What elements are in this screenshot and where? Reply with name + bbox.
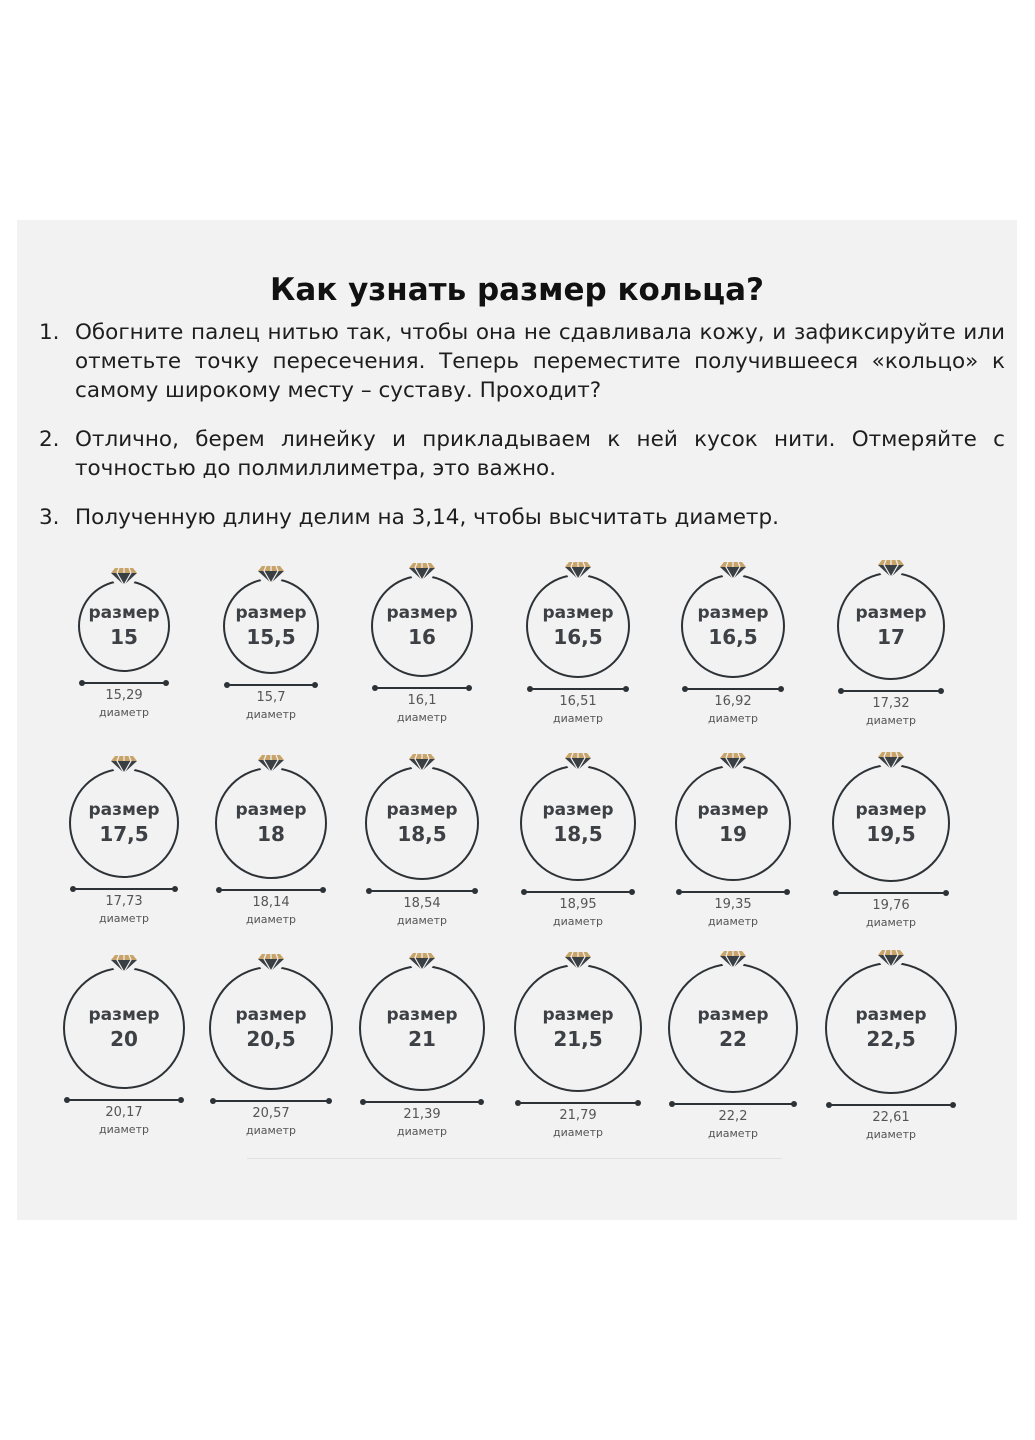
diameter-ruler: [213, 1100, 329, 1102]
ring-label: [373, 602, 471, 650]
diameter-label: диаметр: [397, 711, 447, 724]
diamond-icon: [718, 556, 748, 580]
diameter-label: диаметр: [553, 1126, 603, 1139]
diamond-icon: [718, 747, 748, 771]
size-word: размер: [88, 603, 160, 623]
ring-circle: [359, 965, 485, 1091]
diameter-value: 15,7: [256, 690, 286, 705]
ring-label: [839, 602, 943, 650]
size-word: размер: [855, 800, 927, 820]
divider: [247, 1158, 782, 1159]
size-word: размер: [88, 800, 160, 820]
diameter-ruler: [363, 1101, 481, 1103]
size-value: 19: [719, 822, 747, 846]
diameter-value: 16,51: [559, 694, 597, 709]
size-word: размер: [386, 800, 458, 820]
diamond-icon: [109, 750, 139, 774]
diameter-label: диаметр: [553, 712, 603, 725]
diamond-icon: [563, 556, 593, 580]
diameter-ruler: [836, 892, 946, 894]
ring-label: [225, 602, 317, 650]
ring-label: [528, 602, 628, 650]
diameter-value: 18,54: [403, 896, 441, 911]
diameter-ruler: [829, 1104, 953, 1106]
size-value: 20,5: [246, 1027, 296, 1051]
diameter-label: диаметр: [866, 714, 916, 727]
size-value: 16,5: [708, 625, 758, 649]
diameter-ruler: [369, 890, 475, 892]
ring-label: [211, 1004, 331, 1052]
size-word: размер: [88, 1005, 160, 1025]
diameter-ruler: [685, 688, 781, 690]
size-value: 18,5: [553, 822, 603, 846]
size-word: размер: [855, 1005, 927, 1025]
diamond-icon: [876, 746, 906, 770]
ring-label: [71, 799, 177, 847]
diameter-ruler: [524, 891, 632, 893]
diamond-icon: [109, 949, 139, 973]
ring-circle: [69, 768, 179, 878]
diameter-value: 19,35: [714, 897, 752, 912]
size-word: размер: [855, 603, 927, 623]
ring-label: [367, 799, 477, 847]
size-word: размер: [697, 1005, 769, 1025]
diameter-label: диаметр: [397, 914, 447, 927]
size-value: 18,5: [397, 822, 447, 846]
diamond-icon: [563, 946, 593, 970]
diameter-label: диаметр: [99, 1123, 149, 1136]
diameter-value: 16,92: [714, 694, 752, 709]
step-text: Полученную длину делим на 3,14, чтобы высчитать диаметр.: [75, 505, 779, 530]
diameter-label: диаметр: [99, 706, 149, 719]
step-number: 2.: [39, 427, 60, 452]
ring-circle: [78, 580, 170, 672]
diamond-icon: [256, 948, 286, 972]
diameter-ruler: [518, 1102, 638, 1104]
diameter-value: 21,79: [559, 1108, 597, 1123]
ring-circle: [63, 967, 185, 1089]
diamond-icon: [256, 560, 286, 584]
diameter-label: диаметр: [99, 912, 149, 925]
diameter-value: 16,1: [407, 693, 437, 708]
size-value: 22,5: [866, 1027, 916, 1051]
diamond-icon: [407, 947, 437, 971]
size-value: 16: [408, 625, 436, 649]
diameter-value: 18,14: [252, 895, 290, 910]
ring-label: [522, 799, 634, 847]
diameter-value: 22,2: [718, 1109, 748, 1124]
ring-circle: [514, 964, 642, 1092]
diameter-value: 21,39: [403, 1107, 441, 1122]
ring-circle: [675, 765, 791, 881]
diamond-icon: [718, 945, 748, 969]
diamond-icon: [407, 748, 437, 772]
size-word: размер: [235, 800, 307, 820]
step-text: Отлично, берем линейку и прикладываем к ней кусок нити. Отмеряйте с точностью до полмиллиметра, это важно.: [75, 427, 1005, 481]
diameter-value: 20,17: [105, 1105, 143, 1120]
diameter-value: 15,29: [105, 688, 143, 703]
ring-circle: [215, 767, 327, 879]
ring-size-panel: [17, 220, 1017, 1220]
diameter-label: диаметр: [708, 1127, 758, 1140]
diamond-icon: [563, 747, 593, 771]
size-word: размер: [697, 603, 769, 623]
size-value: 15,5: [246, 625, 296, 649]
size-word: размер: [542, 1005, 614, 1025]
diamond-icon: [256, 749, 286, 773]
ring-circle: [365, 766, 479, 880]
diameter-ruler: [530, 688, 626, 690]
ring-circle: [832, 764, 950, 882]
ring-circle: [837, 572, 945, 680]
size-value: 17: [877, 625, 905, 649]
diamond-icon: [407, 557, 437, 581]
diameter-value: 19,76: [872, 898, 910, 913]
diameter-label: диаметр: [397, 1125, 447, 1138]
diameter-label: диаметр: [708, 915, 758, 928]
diameter-label: диаметр: [708, 712, 758, 725]
diameter-ruler: [227, 684, 315, 686]
diameter-label: диаметр: [866, 1128, 916, 1141]
ring-label: [65, 1004, 183, 1052]
diameter-ruler: [679, 891, 787, 893]
diameter-label: диаметр: [246, 1124, 296, 1137]
size-value: 22: [719, 1027, 747, 1051]
size-value: 21,5: [553, 1027, 603, 1051]
diameter-value: 17,32: [872, 696, 910, 711]
ring-circle: [520, 765, 636, 881]
diameter-value: 20,57: [252, 1106, 290, 1121]
step-number: 1.: [39, 320, 60, 345]
diameter-ruler: [219, 889, 323, 891]
step-number: 3.: [39, 505, 60, 530]
ring-label: [670, 1004, 796, 1052]
size-word: размер: [542, 800, 614, 820]
size-word: размер: [235, 1005, 307, 1025]
diameter-ruler: [67, 1099, 181, 1101]
ring-circle: [681, 574, 785, 678]
ring-label: [361, 1004, 483, 1052]
size-word: размер: [697, 800, 769, 820]
ring-label: [677, 799, 789, 847]
diameter-label: диаметр: [246, 708, 296, 721]
diameter-value: 22,61: [872, 1110, 910, 1125]
size-value: 18: [257, 822, 285, 846]
diameter-ruler: [841, 690, 941, 692]
size-value: 20: [110, 1027, 138, 1051]
diameter-value: 17,73: [105, 894, 143, 909]
step-text: Обогните палец нитью так, чтобы она не сдавливала кожу, и зафиксируйте или отметьте точку пересечения. Теперь переместите получившееся «кольцо» к самому широкому месту – суставу. Проходит?: [75, 320, 1005, 403]
ring-label: [834, 799, 948, 847]
size-word: размер: [386, 1005, 458, 1025]
ring-circle: [668, 963, 798, 1093]
diamond-icon: [876, 944, 906, 968]
diameter-ruler: [672, 1103, 794, 1105]
ring-label: [683, 602, 783, 650]
ring-circle: [223, 578, 319, 674]
ring-label: [516, 1004, 640, 1052]
ring-label: [80, 602, 168, 650]
ring-label: [217, 799, 325, 847]
diameter-label: диаметр: [246, 913, 296, 926]
ring-circle: [825, 962, 957, 1094]
diameter-ruler: [375, 687, 469, 689]
diamond-icon: [109, 562, 139, 586]
size-value: 17,5: [99, 822, 149, 846]
size-value: 16,5: [553, 625, 603, 649]
diameter-label: диаметр: [553, 915, 603, 928]
size-value: 19,5: [866, 822, 916, 846]
size-word: размер: [386, 603, 458, 623]
page-title: Как узнать размер кольца?: [269, 272, 764, 308]
ring-label: [827, 1004, 955, 1052]
ring-size-grid: [17, 220, 1017, 1220]
diameter-ruler: [73, 888, 175, 890]
diamond-icon: [876, 554, 906, 578]
size-value: 15: [110, 625, 138, 649]
size-word: размер: [235, 603, 307, 623]
diameter-value: 18,95: [559, 897, 597, 912]
ring-circle: [526, 574, 630, 678]
diameter-label: диаметр: [866, 916, 916, 929]
diameter-ruler: [82, 682, 166, 684]
size-value: 21: [408, 1027, 436, 1051]
ring-circle: [371, 575, 473, 677]
size-word: размер: [542, 603, 614, 623]
ring-circle: [209, 966, 333, 1090]
